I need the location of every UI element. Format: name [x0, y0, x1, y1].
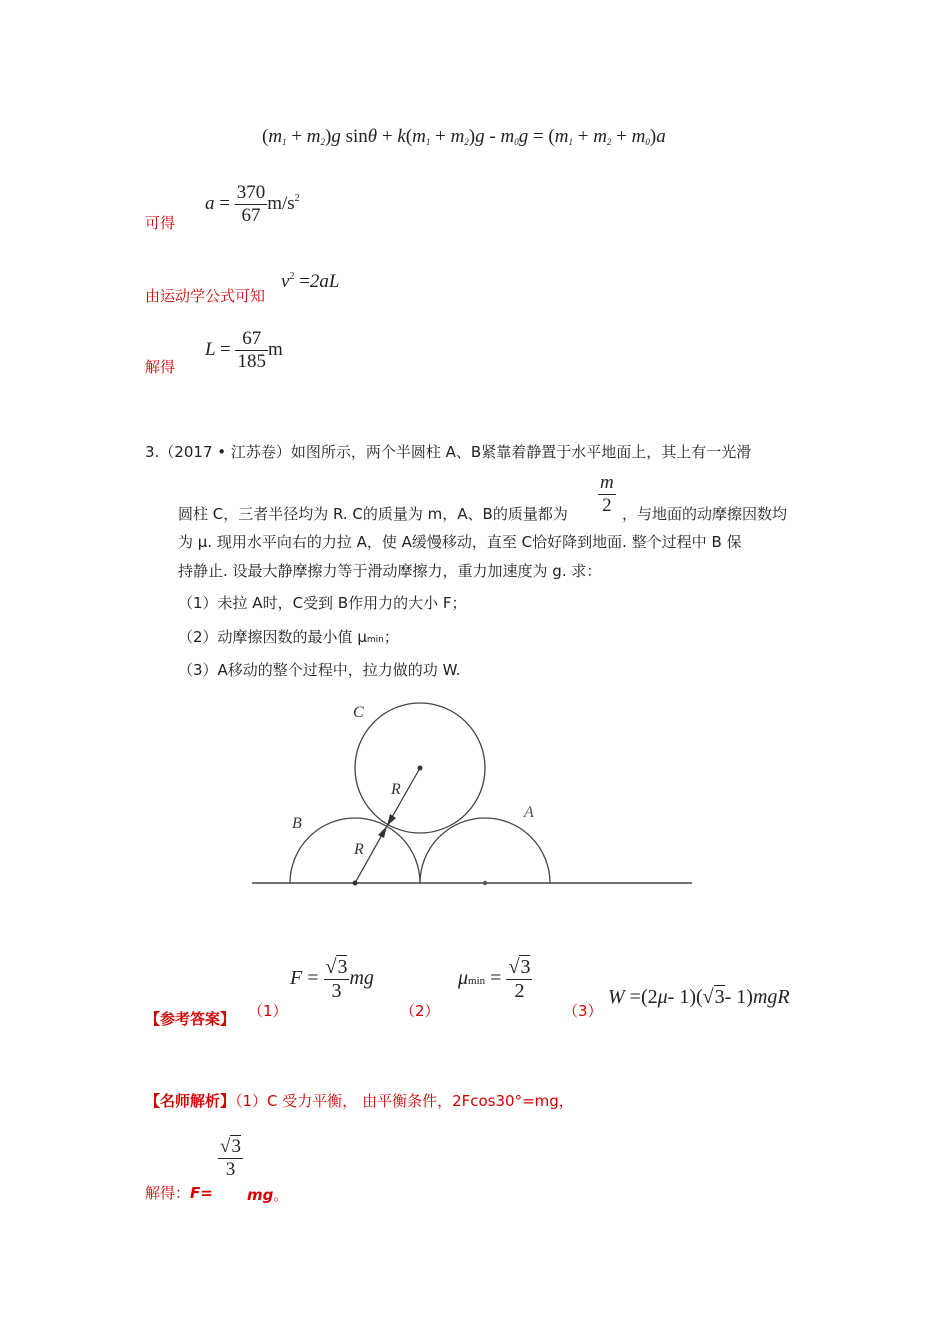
op-equals: = [307, 967, 319, 990]
var-w: W [608, 986, 625, 1008]
sub-1: 1 [425, 137, 431, 147]
fraction-sqrt3-over-2 [506, 956, 532, 1003]
var-g: g [331, 126, 341, 147]
answer-tag: 【参考答案】 [145, 1010, 236, 1028]
var-m2: m [306, 126, 321, 147]
var-g: g [518, 126, 529, 147]
sub-1: 1 [282, 137, 287, 147]
unit: m/s [267, 192, 295, 214]
label-a: A [524, 804, 534, 821]
equation-acceleration [205, 182, 300, 227]
problem-line-3: 为 μ. 现用水平向右的力拉 A，使 A缓慢移动，直至 C恰好降到地面. 整个过程中 B 保 [178, 533, 742, 551]
exponent: 2 [289, 271, 295, 282]
question-2-text: （2）动摩擦因数的最小值 μ [178, 628, 367, 646]
analysis-tag: 【名师解析】 [145, 1092, 236, 1110]
label-r-upper: R [391, 781, 401, 798]
op-plus: + [381, 126, 393, 147]
op-plus: + [616, 126, 627, 147]
problem-line-1: 3.（2017 • 江苏卷）如图所示，两个半圆柱 A、B紧靠着静置于水平地面上，其上有一光滑 [145, 443, 752, 461]
problem-line-2b: ，与地面的动摩擦因数均 [622, 505, 788, 523]
fraction-sqrt3-over-3 [324, 956, 350, 1003]
numerator: √3 [325, 956, 348, 978]
question-2-end: ； [383, 628, 399, 646]
var-m2: m [450, 126, 465, 147]
var-theta: θ [367, 126, 378, 147]
op-plus: + [291, 126, 303, 147]
numerator: m [600, 472, 614, 493]
analysis-mg [247, 1184, 288, 1205]
answer-number-1: （1） [248, 1002, 288, 1020]
op-minus: - [489, 126, 496, 147]
var-mgr: mgR [752, 986, 790, 1008]
var-v: v [281, 271, 290, 292]
op-plus: + [435, 126, 446, 147]
label-jiede: 解得 [145, 358, 176, 376]
var-a: a [656, 126, 666, 147]
var-mu: μ [458, 967, 469, 990]
var-m0: m [500, 126, 515, 147]
denominator: 3 [324, 979, 350, 1003]
sub-2: 2 [606, 137, 612, 147]
var-mg: mg [247, 1186, 274, 1204]
equation-kinematics [281, 271, 339, 293]
op-equals: = [490, 967, 502, 990]
fraction-67-185 [235, 328, 268, 373]
op-equals: = [629, 986, 641, 1008]
period: 。 [273, 1186, 289, 1204]
unit: m [267, 338, 283, 360]
analysis-solve [145, 1182, 213, 1203]
rhs-part: - 1)( [667, 986, 703, 1008]
sub-2: 2 [320, 137, 326, 147]
answer-number-2: （2） [400, 1002, 440, 1020]
analysis-fraction [218, 1136, 243, 1181]
analysis-line [145, 1090, 574, 1111]
var-m0: m [631, 126, 646, 147]
var-a: a [205, 192, 215, 214]
label-b: B [292, 815, 302, 832]
denominator: 2 [598, 494, 616, 517]
answer-2-formula [458, 956, 532, 1003]
op-plus: + [577, 126, 589, 147]
var-m1: m [554, 126, 569, 147]
radicand: 3 [231, 1136, 241, 1157]
center-a-dot [483, 881, 487, 885]
question-1: （1）未拉 A时，C受到 B作用力的大小 F； [178, 594, 467, 612]
question-3: （3）A移动的整个过程中，拉力做的功 W. [178, 661, 461, 679]
op-equals: = [299, 271, 310, 292]
var-m1: m [412, 126, 426, 147]
rhs-part: - 1) [724, 986, 753, 1008]
sub-0: 0 [514, 137, 519, 147]
equation-length [205, 328, 283, 373]
label-c: C [353, 704, 364, 721]
answer-3-formula: W =(2μ- 1)(√3- 1)mgR [608, 986, 790, 1008]
cylinders-figure [250, 695, 695, 895]
func-sin: sin [345, 126, 368, 147]
fraction-370-67 [235, 182, 268, 227]
sub-1: 1 [568, 137, 573, 147]
radicand: 3 [714, 986, 725, 1008]
denominator: 3 [218, 1158, 243, 1181]
numerator: 370 [236, 182, 266, 203]
var-f: F [290, 967, 303, 990]
denominator: 185 [237, 351, 266, 372]
numerator: 67 [242, 328, 262, 349]
op-equals: = [219, 192, 230, 214]
op-equals: = [532, 126, 544, 147]
numerator: √3 [508, 956, 531, 978]
equation-force-balance: $(m_1 + m_2)g$ $\sin\theta + k(m_1 + m_2)g - m_0g = (m_1 + m_2 + m_0)a$ [262, 126, 666, 147]
subscript-min: min [366, 635, 384, 645]
problem-line-2a: 圆柱 C，三者半径均为 R. C的质量为 m，A、B的质量都为 [178, 505, 568, 523]
solve-label: 解得： [145, 1184, 191, 1202]
subscript-min: min [468, 975, 486, 988]
analysis-text: （1）C 受力平衡， 由平衡条件，2Fcos30°=mg， [235, 1092, 574, 1110]
exponent: 2 [294, 192, 300, 204]
denominator: 2 [506, 979, 532, 1003]
answer-number-3: （3） [563, 1002, 603, 1020]
rhs-part: (2 [640, 986, 658, 1008]
radicand: 3 [520, 956, 531, 978]
var-l: L [205, 338, 216, 360]
var-g: g [475, 126, 485, 147]
half-cylinder-a [420, 818, 550, 883]
var-mu: μ [657, 986, 668, 1008]
arrow-head-c [387, 814, 396, 826]
problem-line-4: 持静止. 设最大静摩擦力等于滑动摩擦力，重力加速度为 g. 求： [178, 562, 602, 580]
question-2 [178, 627, 399, 650]
op-equals: = [219, 338, 231, 360]
arrow-head-b [378, 826, 387, 838]
denominator: 67 [235, 204, 268, 227]
sub-2: 2 [464, 137, 469, 147]
label-r-lower: R [354, 841, 364, 858]
sub-0: 0 [645, 137, 650, 147]
var-m1: m [268, 126, 283, 147]
var-mg: mg [349, 967, 374, 990]
numerator: √3 [220, 1136, 241, 1157]
label-kinematics: 由运动学公式可知 [145, 287, 266, 305]
radicand: 3 [337, 956, 348, 978]
var-m2: m [593, 126, 607, 147]
var-f: F= [190, 1184, 213, 1202]
answer-1-formula [290, 956, 374, 1003]
rhs: 2aL [309, 271, 340, 292]
var-k: k [397, 126, 406, 147]
fraction-m-over-2 [598, 472, 616, 517]
label-kede: 可得 [145, 214, 176, 232]
